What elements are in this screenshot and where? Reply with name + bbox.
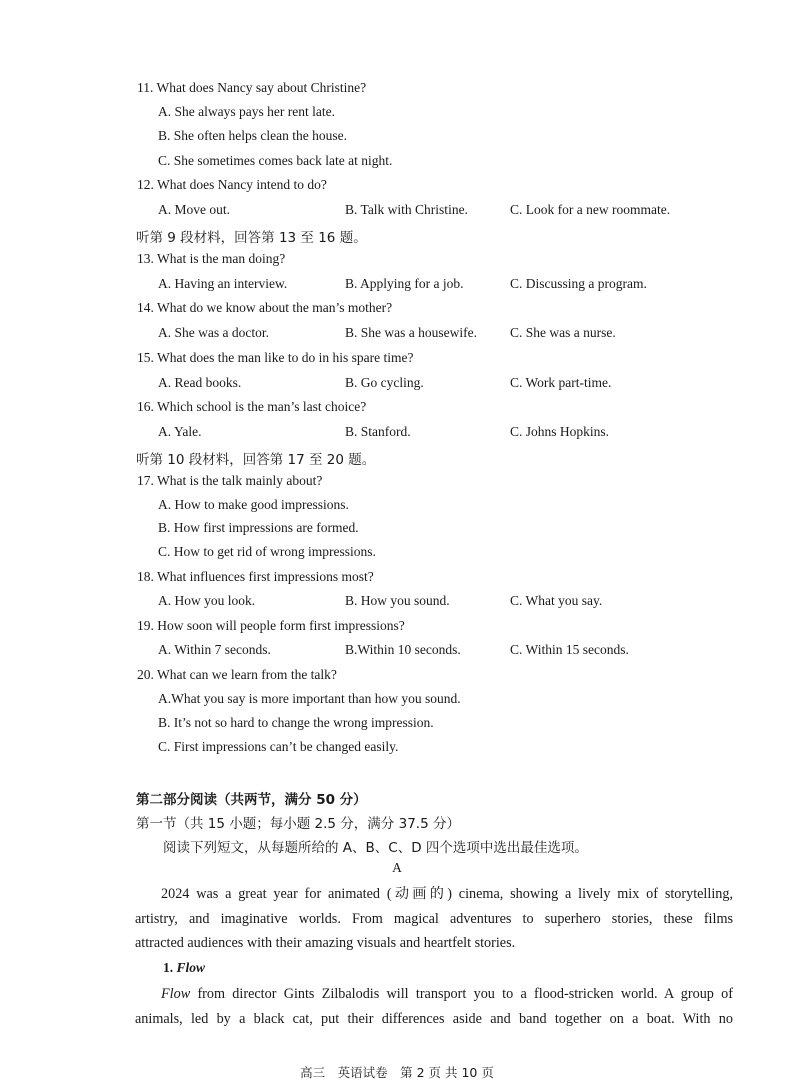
option-c: C. Within 15 seconds.	[510, 642, 629, 657]
option-c: C. Work part-time.	[510, 375, 612, 390]
option-b: B. Applying for a job.	[345, 276, 464, 291]
option-c: C. How to get rid of wrong impressions.	[158, 544, 376, 559]
option-a: A. Move out.	[158, 202, 230, 217]
option-b: B.Within 10 seconds.	[345, 642, 461, 657]
option-a: A. How to make good impressions.	[158, 497, 349, 512]
question-stem: 17. What is the talk mainly about?	[137, 473, 323, 488]
intro-line: attracted audiences with their amazing visuals and heartfelt stories.	[135, 935, 516, 951]
option-b: B. It’s not so hard to change the wrong impression.	[158, 715, 434, 730]
intro-line: 2024 was a great year for animated (动画的) cinema, showing a lively mix of storytelling,	[161, 886, 733, 902]
question-stem: 16. Which school is the man’s last choice?	[137, 399, 367, 414]
paragraph-line: animals, led by a black cat, put their differences aside and band together on a boat. With no	[135, 1010, 733, 1027]
listening-instruction: 听第 9 段材料，回答第 13 至 16 题。	[136, 230, 367, 246]
option-c: C. Look for a new roommate.	[510, 202, 671, 217]
passage-intro	[135, 882, 733, 956]
option-c: C. Discussing a program.	[510, 276, 647, 291]
passage-label: A	[392, 860, 402, 875]
question-stem: 18. What influences first impressions most?	[137, 569, 374, 584]
film-name-inline: Flow	[161, 986, 191, 1002]
option-a: A. How you look.	[158, 593, 256, 608]
option-a: A.What you say is more important than how you sound.	[158, 691, 461, 706]
film-name: Flow	[176, 960, 206, 975]
paragraph-line	[135, 982, 733, 1007]
question-stem: 19. How soon will people form first impressions?	[137, 618, 405, 633]
option-a: A. Having an interview.	[158, 276, 288, 291]
question-stem: 15. What does the man like to do in his spare time?	[137, 350, 414, 365]
film-item-number: 1.	[163, 960, 174, 975]
page-footer: 高三 英语试卷 第 2 页 共 10 页	[300, 1065, 494, 1080]
option-b: B. She was a housewife.	[345, 325, 477, 340]
listening-instruction: 听第 10 段材料，回答第 17 至 20 题。	[136, 452, 376, 468]
question-stem: 13. What is the man doing?	[137, 251, 286, 266]
option-c: C. Johns Hopkins.	[510, 424, 610, 439]
option-b: B. How first impressions are formed.	[158, 520, 359, 535]
section-title: 第一节（共 15 小题；每小题 2.5 分，满分 37.5 分）	[136, 816, 460, 832]
option-b: B. She often helps clean the house.	[158, 128, 347, 143]
part-title: 第二部分阅读（共两节，满分 50 分）	[136, 792, 367, 808]
paragraph-text: from director Gints Zilbalodis will transport you to a flood-stricken world. A group of	[190, 986, 733, 1002]
question-stem: 14. What do we know about the man’s mother?	[137, 300, 393, 315]
option-b: B. Talk with Christine.	[345, 202, 468, 217]
option-c: C. First impressions can’t be changed easily.	[158, 739, 399, 754]
option-c: C. She sometimes comes back late at night.	[158, 153, 393, 168]
film-paragraph	[135, 982, 733, 1031]
option-a: A. Within 7 seconds.	[158, 642, 271, 657]
option-c: C. She was a nurse.	[510, 325, 616, 340]
option-b: B. Stanford.	[345, 424, 411, 439]
option-a: A. She always pays her rent late.	[158, 104, 335, 119]
film-item-title	[163, 960, 205, 976]
question-stem: 20. What can we learn from the talk?	[137, 667, 337, 682]
intro-line: artistry, and imaginative worlds. From magical adventures to superhero stories, these films	[135, 910, 733, 927]
directions: 阅读下列短文，从每题所给的 A、B、C、D 四个选项中选出最佳选项。	[163, 840, 588, 856]
option-a: A. Yale.	[158, 424, 202, 439]
option-a: A. Read books.	[158, 375, 242, 390]
option-b: B. How you sound.	[345, 593, 450, 608]
option-c: C. What you say.	[510, 593, 603, 608]
question-stem: 12. What does Nancy intend to do?	[137, 177, 327, 192]
option-a: A. She was a doctor.	[158, 325, 269, 340]
question-stem: 11. What does Nancy say about Christine?	[137, 80, 367, 95]
option-b: B. Go cycling.	[345, 375, 424, 390]
